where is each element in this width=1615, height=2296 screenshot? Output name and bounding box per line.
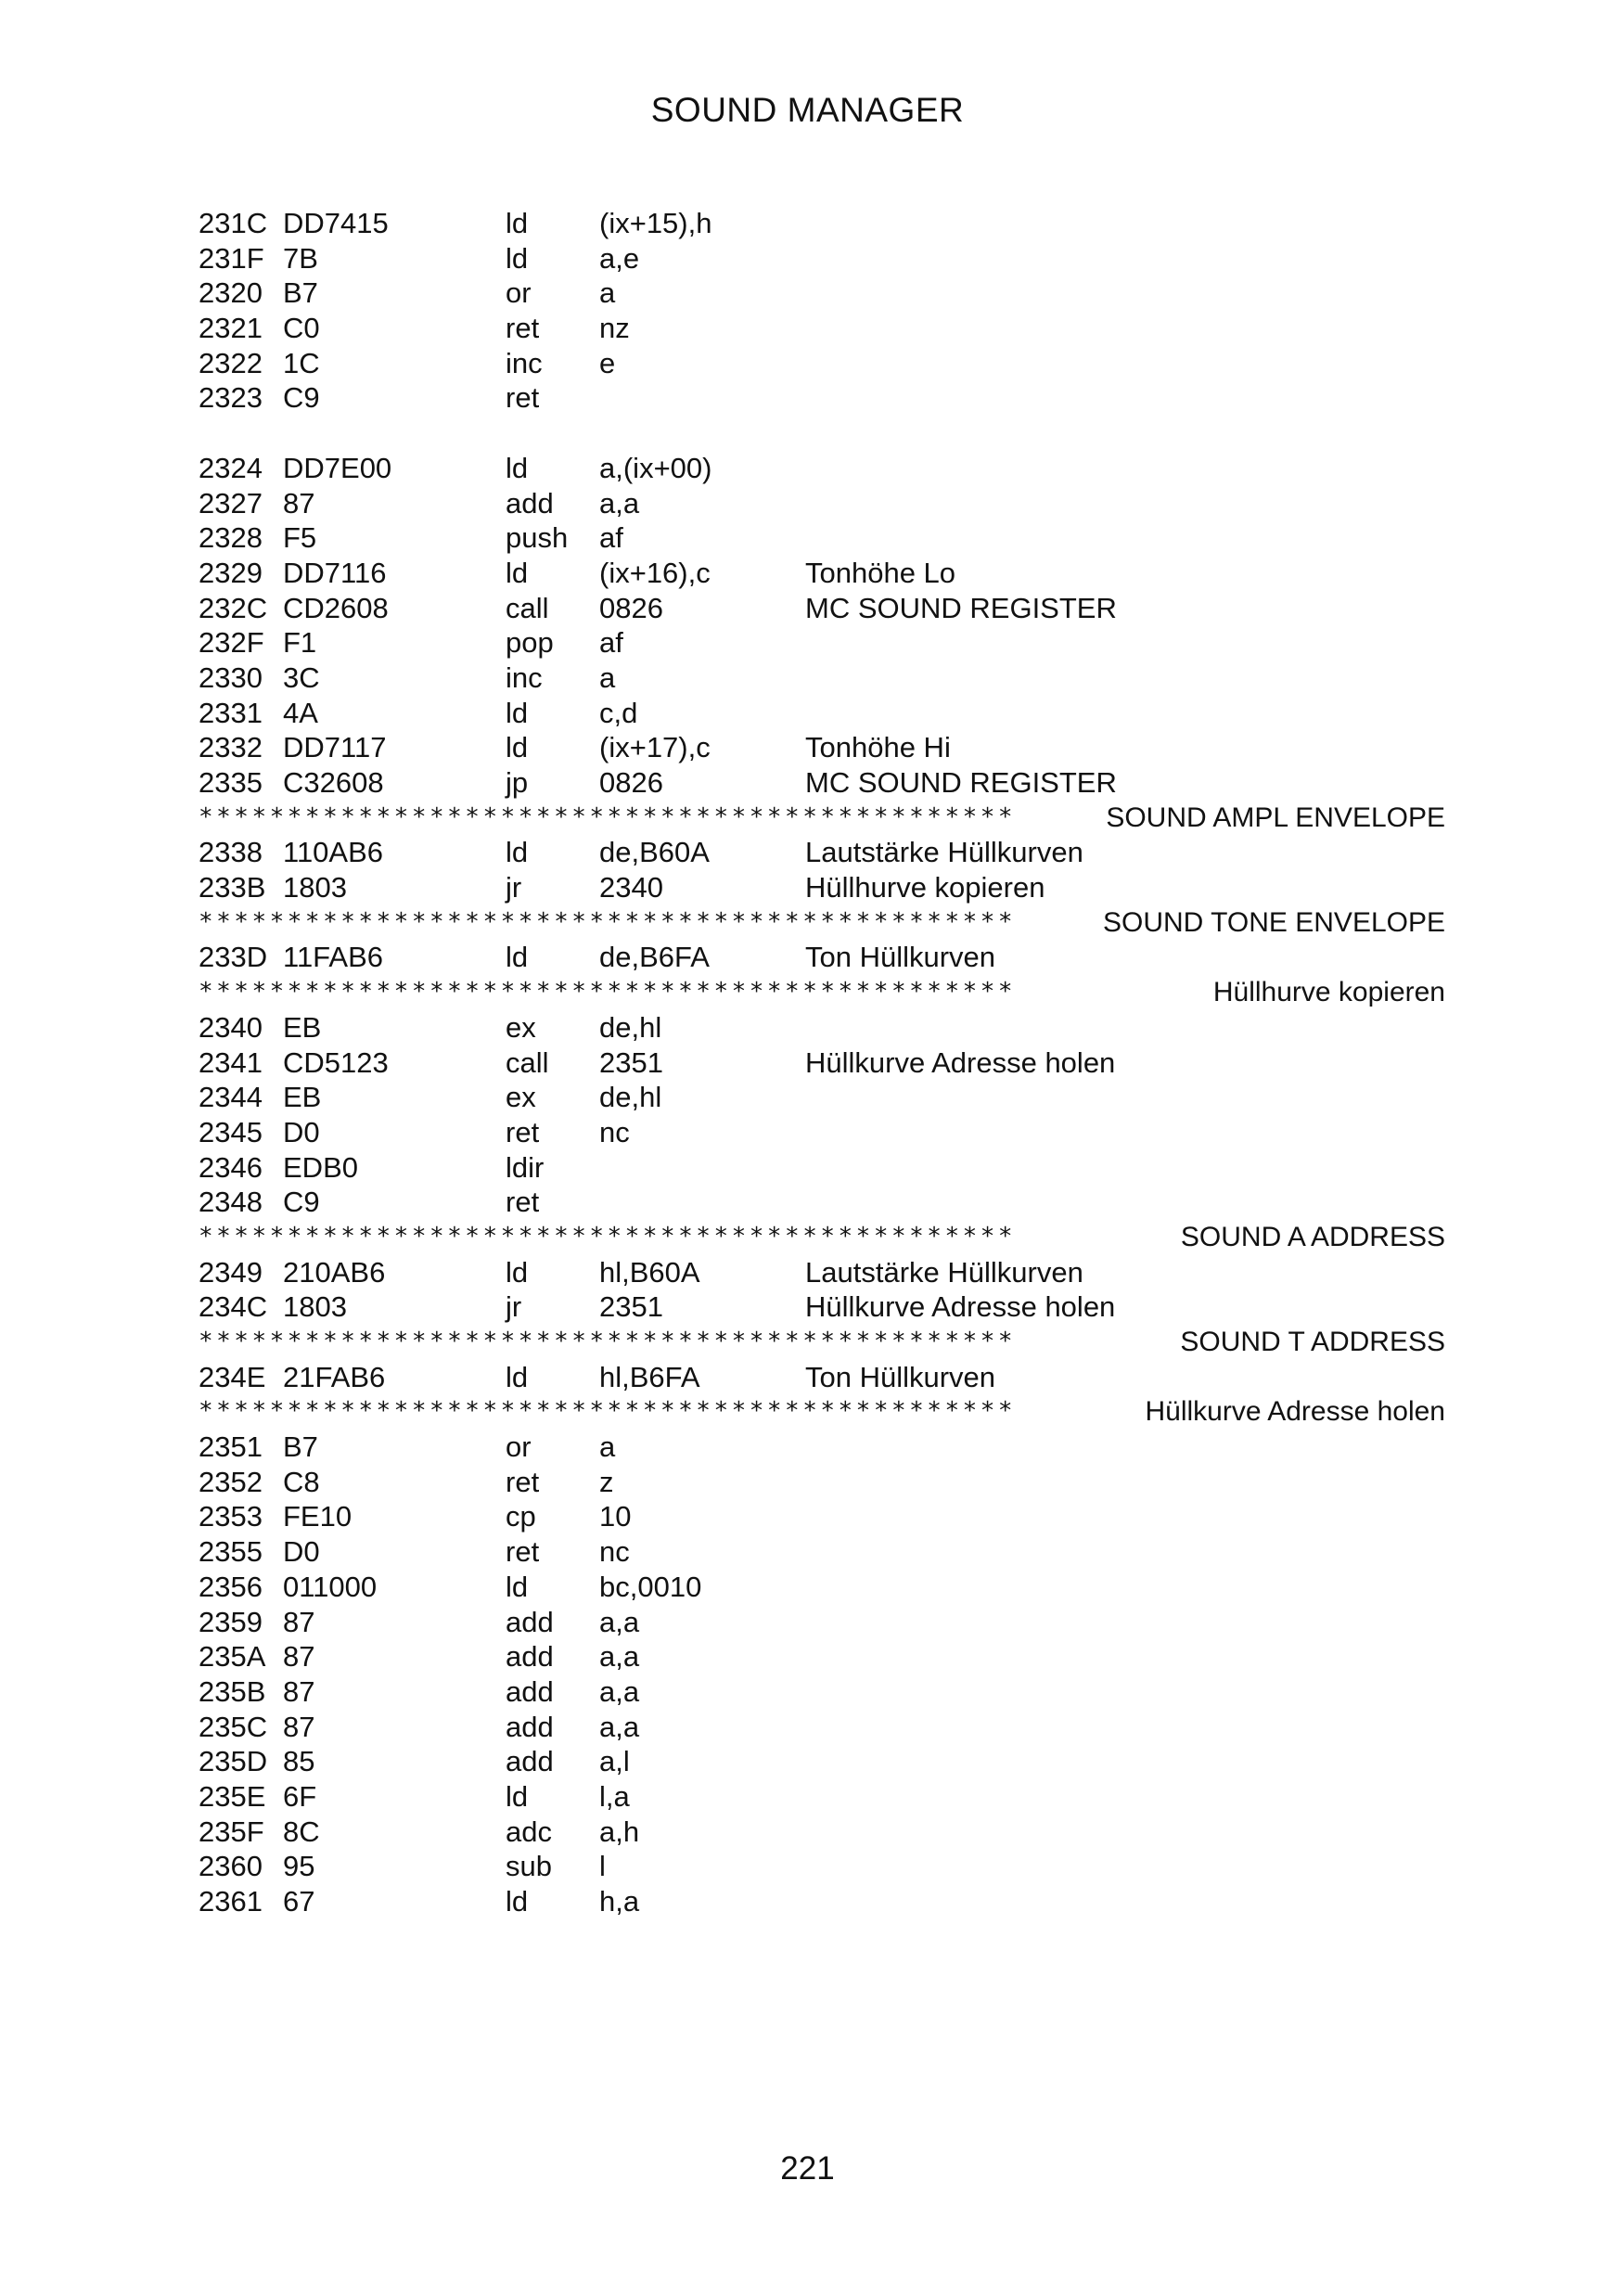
code-hex-bytes: 85 — [283, 1745, 315, 1778]
code-address: 2353 — [199, 1500, 263, 1533]
section-separator — [0, 1325, 1615, 1360]
code-operand: l,a — [599, 1779, 630, 1813]
code-line — [0, 311, 1615, 346]
code-comment: Hüllkurve Adresse holen — [805, 1045, 1116, 1079]
code-line — [0, 520, 1615, 556]
code-operand: a — [599, 661, 616, 694]
code-operand: 0826 — [599, 766, 663, 799]
section-separator — [0, 905, 1615, 941]
code-address: 233B — [199, 871, 266, 904]
code-address: 2360 — [199, 1850, 263, 1883]
code-mnemonic: ex — [506, 1010, 536, 1044]
code-hex-bytes: EB — [283, 1010, 322, 1044]
code-line — [0, 1255, 1615, 1290]
code-mnemonic: jp — [506, 766, 529, 799]
code-line — [0, 1465, 1615, 1500]
section-separator — [0, 1394, 1615, 1430]
code-address: 2331 — [199, 696, 263, 729]
code-mnemonic: ld — [506, 207, 529, 239]
code-mnemonic: or — [506, 276, 532, 310]
code-address: 2328 — [199, 521, 263, 555]
code-mnemonic: ld — [506, 1779, 529, 1813]
code-mnemonic: ex — [506, 1081, 536, 1114]
code-hex-bytes: 1C — [283, 346, 320, 379]
code-operand: 10 — [599, 1500, 632, 1533]
code-hex-bytes: D0 — [283, 1535, 320, 1569]
separator-stars: ********************************************** — [199, 802, 1017, 831]
code-line — [0, 1534, 1615, 1570]
code-mnemonic: ld — [506, 696, 529, 729]
code-hex-bytes: F1 — [283, 626, 317, 660]
code-hex-bytes: CD5123 — [283, 1045, 389, 1079]
code-address: 231C — [199, 207, 268, 239]
code-mnemonic: ld — [506, 941, 529, 974]
code-mnemonic: ret — [506, 1186, 540, 1219]
code-mnemonic: ld — [506, 241, 529, 275]
code-line — [0, 765, 1615, 801]
section-separator — [0, 801, 1615, 836]
code-address: 2346 — [199, 1150, 263, 1184]
code-line — [0, 1045, 1615, 1081]
code-mnemonic: jr — [506, 871, 522, 904]
code-mnemonic: or — [506, 1430, 532, 1464]
code-mnemonic: ld — [506, 1885, 529, 1918]
code-line — [0, 940, 1615, 975]
code-mnemonic: ret — [506, 1465, 540, 1498]
code-line — [0, 1815, 1615, 1850]
code-hex-bytes: 011000 — [283, 1570, 378, 1603]
code-hex-bytes: C9 — [283, 1186, 320, 1219]
code-hex-bytes: C8 — [283, 1465, 320, 1498]
code-mnemonic: ld — [506, 1255, 529, 1289]
code-address: 2322 — [199, 346, 263, 379]
code-address: 234C — [199, 1290, 268, 1324]
code-comment: Lautstärke Hüllkurven — [805, 836, 1083, 869]
code-address: 2348 — [199, 1186, 263, 1219]
code-line — [0, 696, 1615, 731]
code-operand: a,a — [599, 1710, 640, 1743]
code-operand: (ix+17),c — [599, 731, 711, 764]
code-address: 2351 — [199, 1430, 263, 1464]
assembly-listing — [0, 206, 1615, 1919]
code-operand: e — [599, 346, 616, 379]
code-hex-bytes: B7 — [283, 1430, 318, 1464]
code-address: 2341 — [199, 1045, 263, 1079]
code-address: 234E — [199, 1360, 266, 1393]
code-mnemonic: add — [506, 1710, 554, 1743]
code-operand: a,a — [599, 1605, 640, 1638]
code-comment: Ton Hüllkurven — [805, 941, 996, 974]
code-operand: 2340 — [599, 871, 663, 904]
code-line — [0, 1744, 1615, 1779]
code-operand: a,a — [599, 1640, 640, 1674]
section-label: SOUND A ADDRESS — [1172, 1220, 1445, 1255]
code-line — [0, 1430, 1615, 1465]
page-number: 221 — [780, 2150, 835, 2187]
code-mnemonic: call — [506, 591, 549, 624]
code-hex-bytes: 3C — [283, 661, 320, 694]
code-hex-bytes: D0 — [283, 1115, 320, 1148]
code-mnemonic: ret — [506, 312, 540, 345]
code-address: 2323 — [199, 381, 263, 415]
code-operand: a,e — [599, 241, 640, 275]
code-address: 2349 — [199, 1255, 263, 1289]
code-operand: z — [599, 1465, 614, 1498]
code-hex-bytes: 6F — [283, 1779, 317, 1813]
code-line — [0, 1010, 1615, 1045]
code-operand: af — [599, 521, 623, 555]
code-line — [0, 730, 1615, 765]
blank-line — [0, 416, 1615, 451]
code-hex-bytes: 95 — [283, 1850, 315, 1883]
separator-stars: ********************************************** — [199, 907, 1017, 936]
code-address: 2321 — [199, 312, 263, 345]
code-comment: MC SOUND REGISTER — [805, 591, 1117, 624]
section-label: SOUND TONE ENVELOPE — [1094, 905, 1445, 941]
code-operand: (ix+15),h — [599, 207, 712, 239]
code-line — [0, 556, 1615, 591]
code-hex-bytes: 87 — [283, 1674, 315, 1708]
code-operand: nz — [599, 312, 630, 345]
code-address: 2352 — [199, 1465, 263, 1498]
code-mnemonic: inc — [506, 346, 543, 379]
code-mnemonic: jr — [506, 1290, 522, 1324]
section-label: Hüllhurve kopieren — [1204, 975, 1445, 1010]
code-line — [0, 591, 1615, 626]
code-line — [0, 1710, 1615, 1745]
code-hex-bytes: C32608 — [283, 766, 384, 799]
code-operand: hl,B60A — [599, 1255, 700, 1289]
code-mnemonic: ld — [506, 1360, 529, 1393]
code-line — [0, 1605, 1615, 1640]
code-operand: de,hl — [599, 1081, 662, 1114]
code-line — [0, 625, 1615, 661]
code-hex-bytes: F5 — [283, 521, 317, 555]
code-mnemonic: ret — [506, 381, 540, 415]
code-mnemonic: cp — [506, 1500, 536, 1533]
code-hex-bytes: DD7117 — [283, 731, 387, 764]
code-mnemonic: ret — [506, 1535, 540, 1569]
code-line — [0, 1185, 1615, 1220]
code-line — [0, 661, 1615, 696]
code-line — [0, 206, 1615, 241]
code-hex-bytes: 67 — [283, 1885, 315, 1918]
code-hex-bytes: C0 — [283, 312, 320, 345]
section-separator — [0, 1220, 1615, 1255]
code-hex-bytes: C9 — [283, 381, 320, 415]
code-mnemonic: inc — [506, 661, 543, 694]
code-address: 2324 — [199, 451, 263, 484]
code-hex-bytes: 110AB6 — [283, 836, 384, 869]
code-mnemonic: adc — [506, 1815, 552, 1848]
code-hex-bytes: 87 — [283, 1605, 315, 1638]
code-mnemonic: ld — [506, 451, 529, 484]
code-address: 2345 — [199, 1115, 263, 1148]
section-label: Hüllkurve Adresse holen — [1135, 1394, 1445, 1430]
code-operand: a,h — [599, 1815, 640, 1848]
code-operand: af — [599, 626, 623, 660]
code-operand: 2351 — [599, 1045, 663, 1079]
code-address: 2355 — [199, 1535, 263, 1569]
code-line — [0, 1639, 1615, 1674]
code-hex-bytes: 21FAB6 — [283, 1360, 386, 1393]
separator-stars: ********************************************** — [199, 1397, 1017, 1426]
code-mnemonic: ld — [506, 1570, 529, 1603]
code-comment: Hüllkurve Adresse holen — [805, 1290, 1116, 1324]
code-address: 2359 — [199, 1605, 263, 1638]
code-address: 235B — [199, 1674, 266, 1708]
code-mnemonic: push — [506, 521, 569, 555]
code-address: 2361 — [199, 1885, 263, 1918]
code-line — [0, 1115, 1615, 1150]
code-address: 233D — [199, 941, 268, 974]
code-line — [0, 451, 1615, 486]
code-hex-bytes: 1803 — [283, 1290, 347, 1324]
code-hex-bytes: EDB0 — [283, 1150, 358, 1184]
code-hex-bytes: 7B — [283, 241, 318, 275]
code-line — [0, 346, 1615, 381]
code-address: 2327 — [199, 486, 263, 519]
separator-stars: ********************************************** — [199, 1222, 1017, 1251]
code-line — [0, 870, 1615, 905]
code-mnemonic: add — [506, 486, 554, 519]
code-comment: Tonhöhe Lo — [805, 556, 956, 589]
code-address: 2335 — [199, 766, 263, 799]
code-address: 235A — [199, 1640, 266, 1674]
code-hex-bytes: DD7116 — [283, 556, 387, 589]
code-line — [0, 1080, 1615, 1115]
section-label: SOUND T ADDRESS — [1171, 1325, 1445, 1360]
code-operand: nc — [599, 1535, 630, 1569]
code-hex-bytes: 4A — [283, 696, 318, 729]
code-line — [0, 1499, 1615, 1534]
separator-stars: ********************************************** — [199, 1328, 1017, 1355]
code-address: 2332 — [199, 731, 263, 764]
code-operand: a — [599, 276, 616, 310]
code-line — [0, 835, 1615, 870]
code-hex-bytes: CD2608 — [283, 591, 389, 624]
code-comment: Lautstärke Hüllkurven — [805, 1255, 1083, 1289]
code-hex-bytes: 87 — [283, 1710, 315, 1743]
code-operand: bc,0010 — [599, 1570, 702, 1603]
code-line — [0, 1884, 1615, 1919]
code-operand: l — [599, 1850, 606, 1883]
code-operand: h,a — [599, 1885, 640, 1918]
section-separator — [0, 975, 1615, 1010]
code-operand: c,d — [599, 696, 638, 729]
code-operand: 2351 — [599, 1290, 663, 1324]
code-operand: de,B60A — [599, 836, 710, 869]
code-mnemonic: add — [506, 1605, 554, 1638]
code-line — [0, 1150, 1615, 1186]
code-comment: Hüllhurve kopieren — [805, 871, 1045, 904]
code-address: 232F — [199, 626, 264, 660]
code-address: 235D — [199, 1745, 268, 1778]
code-mnemonic: add — [506, 1745, 554, 1778]
code-mnemonic: ld — [506, 836, 529, 869]
code-operand: a — [599, 1430, 616, 1464]
code-mnemonic: pop — [506, 626, 554, 660]
code-line — [0, 1674, 1615, 1710]
code-hex-bytes: DD7415 — [283, 207, 389, 239]
code-operand: de,B6FA — [599, 941, 710, 974]
code-line — [0, 1360, 1615, 1395]
code-comment: MC SOUND REGISTER — [805, 766, 1117, 799]
code-hex-bytes: 87 — [283, 1640, 315, 1674]
code-operand: 0826 — [599, 591, 663, 624]
separator-stars: ********************************************** — [199, 978, 1017, 1007]
code-line — [0, 1289, 1615, 1325]
code-line — [0, 276, 1615, 311]
code-operand: a,a — [599, 486, 640, 519]
code-address: 2356 — [199, 1570, 263, 1603]
code-operand: (ix+16),c — [599, 556, 711, 589]
code-address: 232C — [199, 591, 268, 624]
code-operand: nc — [599, 1115, 630, 1148]
code-line — [0, 1570, 1615, 1605]
code-mnemonic: add — [506, 1640, 554, 1674]
code-address: 235E — [199, 1779, 266, 1813]
code-hex-bytes: 1803 — [283, 871, 347, 904]
code-address: 2344 — [199, 1081, 263, 1114]
code-mnemonic: call — [506, 1045, 549, 1079]
code-mnemonic: ld — [506, 556, 529, 589]
page-title: SOUND MANAGER — [650, 91, 965, 129]
code-hex-bytes: 210AB6 — [283, 1255, 386, 1289]
code-hex-bytes: B7 — [283, 276, 318, 310]
code-address: 2338 — [199, 836, 263, 869]
code-line — [0, 486, 1615, 521]
code-line — [0, 241, 1615, 276]
code-mnemonic: sub — [506, 1850, 552, 1883]
code-operand: hl,B6FA — [599, 1360, 700, 1393]
code-address: 235C — [199, 1710, 268, 1743]
code-mnemonic: add — [506, 1674, 554, 1708]
code-hex-bytes: 87 — [283, 486, 315, 519]
code-address: 2329 — [199, 556, 263, 589]
code-line — [0, 1849, 1615, 1884]
section-label: SOUND AMPL ENVELOPE — [1096, 801, 1445, 836]
code-address: 2320 — [199, 276, 263, 310]
code-mnemonic: ret — [506, 1115, 540, 1148]
code-address: 2330 — [199, 661, 263, 694]
code-hex-bytes: EB — [283, 1081, 322, 1114]
code-operand: a,a — [599, 1674, 640, 1708]
code-mnemonic: ld — [506, 731, 529, 764]
code-address: 231F — [199, 241, 264, 275]
code-address: 2340 — [199, 1010, 263, 1044]
code-comment: Tonhöhe Hi — [805, 731, 951, 764]
code-operand: a,l — [599, 1745, 630, 1778]
code-mnemonic: ldir — [506, 1150, 545, 1184]
code-operand: de,hl — [599, 1010, 662, 1044]
code-comment: Ton Hüllkurven — [805, 1360, 996, 1393]
code-operand: a,(ix+00) — [599, 451, 712, 484]
code-hex-bytes: DD7E00 — [283, 451, 392, 484]
code-hex-bytes: 11FAB6 — [283, 941, 384, 974]
code-line — [0, 380, 1615, 416]
code-hex-bytes: FE10 — [283, 1500, 352, 1533]
code-address: 235F — [199, 1815, 264, 1848]
code-hex-bytes: 8C — [283, 1815, 320, 1848]
code-line — [0, 1779, 1615, 1815]
